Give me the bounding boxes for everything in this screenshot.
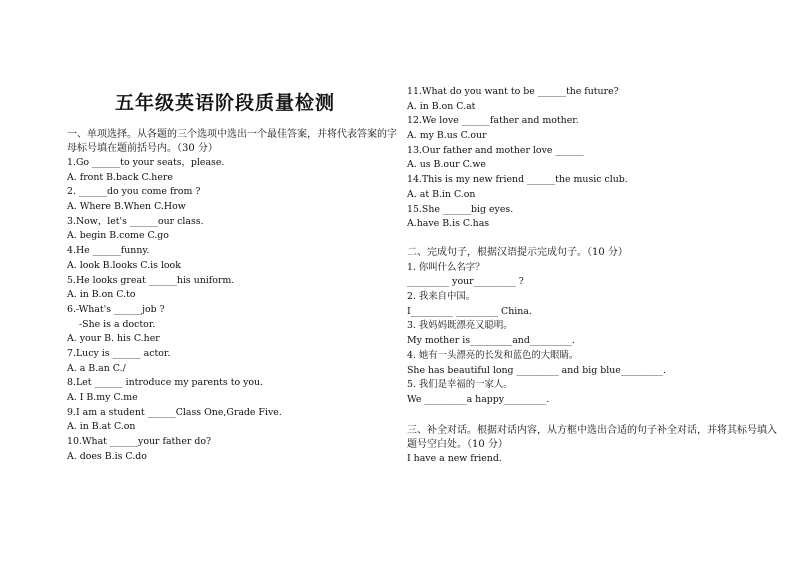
options-line: A. begin B.come C.go [67, 230, 169, 242]
answer-line: She has beautiful long _________ and big blue_________. [407, 364, 667, 376]
question-line: 8.Let ______ introduce my parents to you. [67, 377, 264, 389]
section1-questions [67, 156, 397, 464]
options-line: A. in B.at C.on [67, 421, 136, 433]
section2-block [407, 246, 777, 408]
section3-heading: 三、补全对话。根据对话内容，从方框中选出合适的句子补全对话，并将其标号填入题号空白处。（10 分） [407, 425, 777, 450]
options-line: A. in B.on C.at [407, 100, 476, 112]
options-line: A. us B.our C.we [407, 159, 486, 171]
question-line: 14.This is my new friend ______the music club. [407, 174, 628, 186]
question-line: 3.Now，let's ______our class. [67, 215, 204, 227]
options-line: A. a B.an C./ [67, 362, 126, 374]
question-line: 7.Lucy is ______ actor. [67, 347, 171, 359]
section1-continued [407, 85, 777, 232]
options-line: A. my B.us C.our [407, 130, 487, 142]
section3-block [407, 424, 777, 467]
answer-line: _________ your_________ ? [407, 276, 524, 288]
question-line: 10.What ______your father do? [67, 436, 212, 448]
prompt-line: 4. 她有一头漂亮的长发和蓝色的大眼睛。 [407, 349, 579, 361]
question-line: 15.She ______big eyes. [407, 203, 514, 215]
question-line: 2. ______do you come from ? [67, 186, 201, 198]
options-line: A.have B.is C.has [407, 218, 490, 230]
section2-heading: 二、完成句子，根据汉语提示完成句子。（10 分） [407, 247, 628, 258]
prompt-line: 2. 我来自中国。 [407, 291, 476, 303]
question-line: 6.-What's ______job ? [67, 303, 165, 315]
question-line: 12.We love ______father and mother. [407, 115, 579, 127]
answer-line: -She is a doctor. [79, 318, 156, 330]
options-line: A. in B.on C.to [67, 289, 136, 301]
answer-line: My mother is_________and_________. [407, 335, 576, 347]
options-line: A. Where B.When C.How [67, 201, 186, 213]
options-line: A. front B.back C.here [67, 171, 173, 183]
prompt-line: 1. 你叫什么名字？ [407, 261, 485, 273]
options-line: A. look B.looks C.is look [67, 259, 181, 271]
question-line: 1.Go ______to your seats，please. [67, 157, 225, 168]
options-line: A. does B.is C.do [67, 450, 147, 462]
options-line: A. your B. his C.her [67, 333, 160, 345]
dialogue-line: I have a new friend. [407, 453, 502, 464]
answer-line: We _________a happy_________. [407, 393, 550, 405]
prompt-line: 3. 我妈妈既漂亮又聪明。 [407, 320, 513, 332]
question-line: 11.What do you want to be ______the future? [407, 86, 619, 97]
question-line: 9.I am a student ______Class One,Grade Five. [67, 406, 282, 418]
question-line: 4.He ______funny. [67, 245, 150, 257]
section1-block [67, 128, 397, 464]
question-line: 13.Our father and mother love ______ [407, 144, 584, 156]
options-line: A. at B.in C.on [407, 188, 476, 200]
page-title: 五年级英语阶段质量检测 [115, 92, 336, 114]
section1-heading: 一、单项选择。从各题的三个选项中选出一个最佳答案，并将代表答案的字母标号填在题前括号内。（30 分） [67, 129, 397, 154]
question-line: 5.He looks great ______his uniform. [67, 274, 235, 286]
prompt-line: 5. 我们是幸福的一家人。 [407, 379, 513, 391]
options-line: A. I B.my C.me [67, 392, 138, 403]
answer-line: I_________ _________ China. [407, 305, 532, 317]
